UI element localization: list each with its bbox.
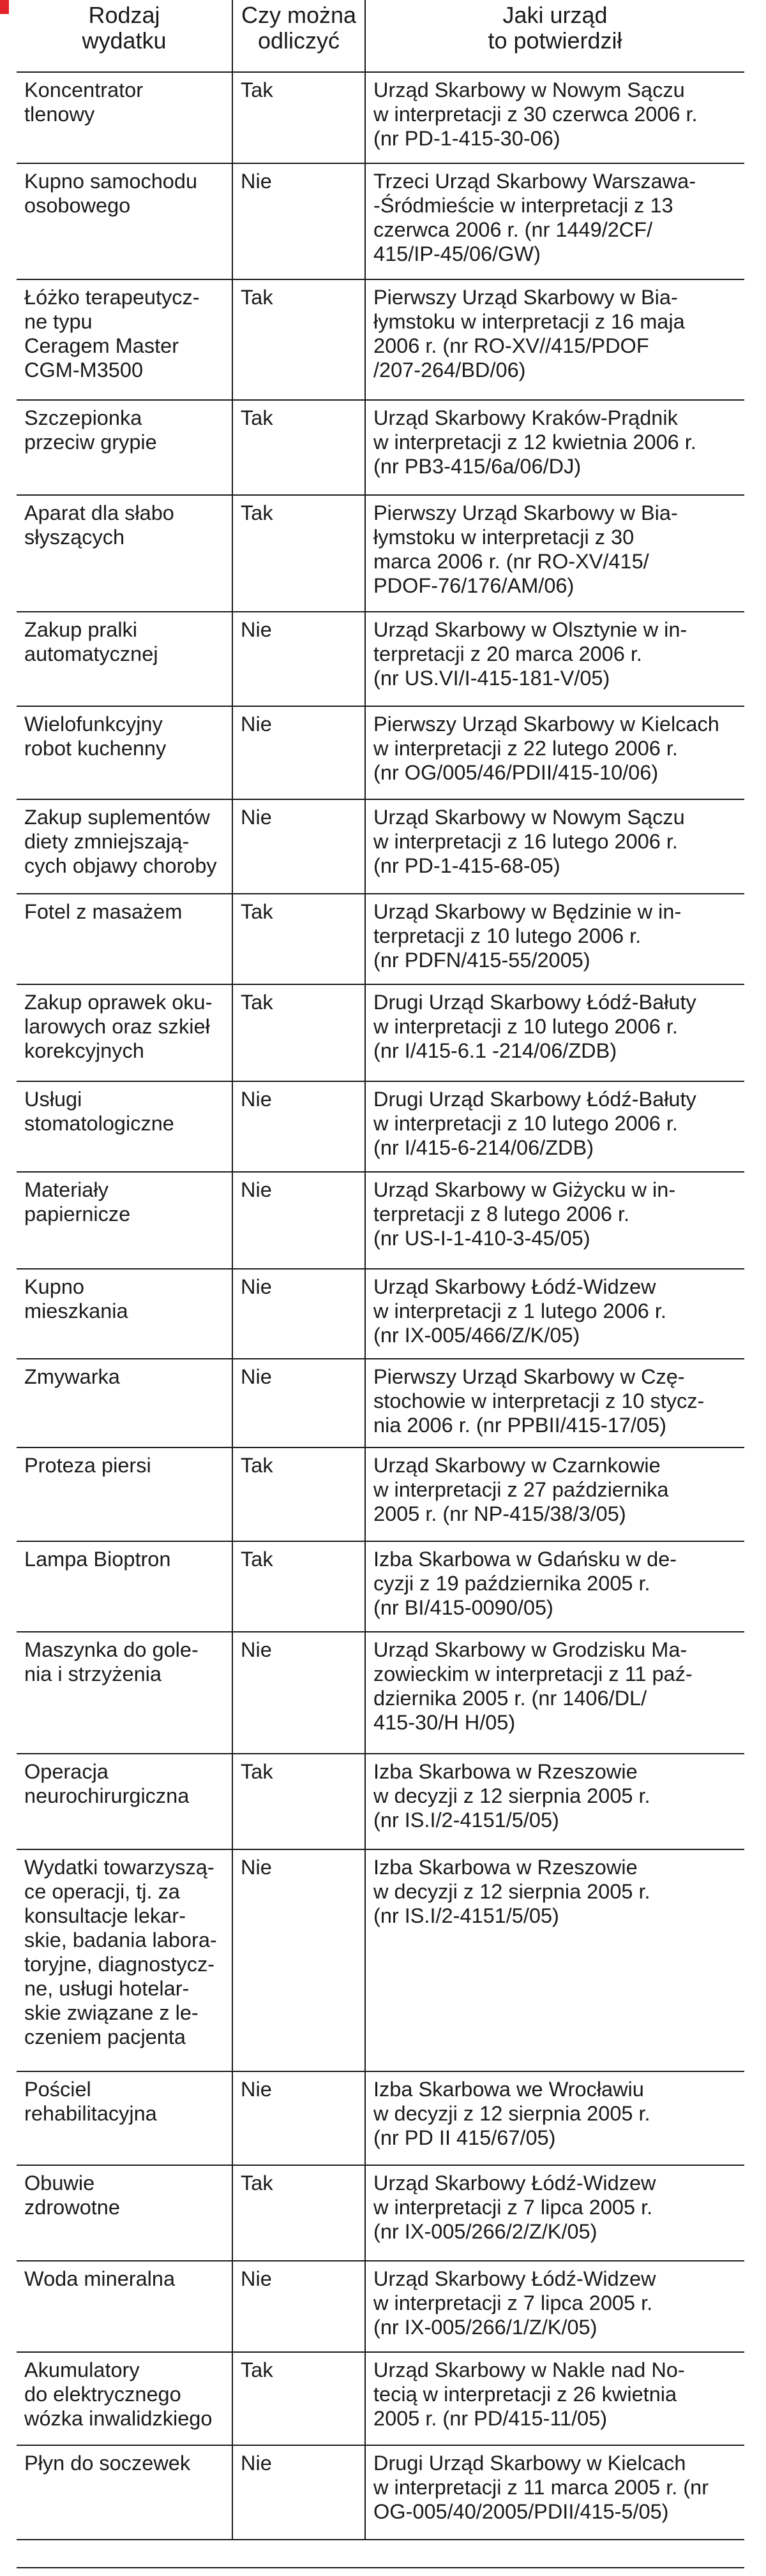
expense-type-line: toryjne, diagnostycz- [24,1953,215,1976]
expense-type-line: Zakup suplementów [24,806,210,829]
office-line: Izba Skarbowa w Gdańsku w de- [373,1548,677,1571]
table-row [17,400,744,495]
office-line: Urząd Skarbowy w Będzinie w in- [373,900,682,923]
deductible-cell: Nie [232,1081,365,1172]
expense-type-line: Woda mineralna [24,2267,176,2290]
office-line: 415-30/H H/05) [373,1711,516,1734]
office-line: w interpretacji z 1 lutego 2006 r. [373,1299,666,1322]
expense-type-cell [17,1269,232,1359]
office-line: Urząd Skarbowy w Giżycku w in- [373,1178,676,1201]
deductible-cell: Nie [232,2071,365,2165]
expense-type-line: Koncentrator [24,78,144,101]
expense-type-line: Kupno [24,1275,84,1298]
deductible-cell: Tak [232,2352,365,2445]
expense-type-line: nia i strzyżenia [24,1662,161,1685]
deductible-cell: Nie [232,163,365,279]
expense-type-line: Łóżko terapeutycz- [24,286,200,309]
office-line: w interpretacji z 10 lutego 2006 r. [373,1112,678,1135]
deductible-cell: Tak [232,279,365,400]
expense-type-cell [17,279,232,400]
office-line: Urząd Skarbowy Łódź-Widzew [373,1275,656,1298]
expense-type-line: ce operacji, tj. za [24,1880,180,1903]
table-row [17,2071,744,2165]
office-line: PDOF-76/176/AM/06) [373,574,574,597]
table-row [17,1447,744,1541]
table-row [17,1849,744,2071]
table-header [17,0,744,72]
expense-type-cell [17,1081,232,1172]
office-line: (nr IS.I/2-4151/5/05) [373,1904,559,1927]
office-line: Trzeci Urząd Skarbowy Warszawa- [373,170,696,193]
table-row [17,894,744,984]
office-line: 2005 r. (nr PD/415-11/05) [373,2407,608,2430]
expense-type-cell [17,2445,232,2540]
office-line: (nr BI/415-0090/05) [373,1596,553,1619]
expense-type-line: Materiały [24,1178,109,1201]
expense-type-line: ne, usługi hotelar- [24,1977,190,2000]
office-line: w interpretacji z 7 lipca 2005 r. [373,2291,653,2314]
table-row [17,1172,744,1269]
office-line: Pierwszy Urząd Skarbowy w Czę- [373,1365,685,1388]
expense-type-line: Ceragem Master [24,334,179,357]
office-line: w decyzji z 12 sierpnia 2005 r. [373,2102,650,2125]
office-cell [365,984,744,1081]
table-row [17,2352,744,2445]
expense-type-line: skie związane z le- [24,2001,199,2024]
expense-type-cell [17,1632,232,1754]
office-line: (nr IS.I/2-4151/5/05) [373,1809,559,1832]
expense-type-line: Lampa Bioptron [24,1548,171,1571]
deductible-cell: Nie [232,612,365,706]
expense-type-line: CGM-M3500 [24,359,144,381]
office-cell [365,2445,744,2540]
table-row [17,2261,744,2352]
expense-type-line: Zmywarka [24,1365,120,1388]
header-line: Rodzaj [88,2,160,28]
deductible-cell: Tak [232,1754,365,1849]
office-line: Izba Skarbowa we Wrocławiu [373,2078,644,2101]
office-line: w interpretacji z 10 lutego 2006 r. [373,1015,678,1038]
office-line: (nr PB3-415/6a/06/DJ) [373,455,582,478]
table-row [17,1081,744,1172]
table-row [17,799,744,894]
expense-type-cell [17,495,232,612]
office-cell [365,1081,744,1172]
expense-type-cell [17,1359,232,1447]
office-line: nia 2006 r. (nr PPBII/415-17/05) [373,1414,666,1437]
office-cell [365,799,744,894]
table-row [17,1269,744,1359]
deductible-cell: Tak [232,1541,365,1632]
deductible-cell: Nie [232,799,365,894]
office-line: /207-264/BD/06) [373,359,526,381]
office-line: 2006 r. (nr RO-XV//415/PDOF [373,334,649,357]
table-row [17,72,744,163]
bottom-rule [17,2567,744,2568]
expense-type-line: Proteza piersi [24,1454,151,1477]
deductible-cell: Nie [232,2261,365,2352]
office-line: (nr I/415-6-214/06/ZDB) [373,1136,594,1159]
office-line: Urząd Skarbowy w Grodzisku Ma- [373,1638,687,1661]
office-line: w interpretacji z 11 marca 2005 r. (nr [373,2476,709,2499]
office-line: czerwca 2006 r. (nr 1449/2CF/ [373,218,653,241]
expense-type-cell [17,2071,232,2165]
office-line: 415/IP-45/06/GW) [373,242,541,265]
expense-type-line: diety zmniejszają- [24,830,190,853]
deductible-cell: Nie [232,1849,365,2071]
table-row [17,1541,744,1632]
expense-type-line: Maszynka do gole- [24,1638,199,1661]
office-cell [365,1541,744,1632]
expense-type-cell [17,799,232,894]
office-cell [365,894,744,984]
expense-type-line: papiernicze [24,1203,131,1225]
office-line: (nr PDFN/415-55/2005) [373,949,590,972]
office-line: Drugi Urząd Skarbowy Łódź-Bałuty [373,1088,696,1111]
table-row [17,984,744,1081]
deductible-cell: Tak [232,894,365,984]
office-line: 2005 r. (nr NP-415/38/3/05) [373,1502,626,1525]
deductible-cell: Nie [232,1632,365,1754]
office-line: (nr OG/005/46/PDII/415-10/06) [373,761,659,784]
expense-type-line: cych objawy choroby [24,854,217,877]
expense-type-line: stomatologiczne [24,1112,174,1135]
expense-type-cell [17,1172,232,1269]
expense-type-line: wózka inwalidzkiego [24,2407,213,2430]
office-line: w decyzji z 12 sierpnia 2005 r. [373,1784,650,1807]
office-line: Pierwszy Urząd Skarbowy w Bia- [373,501,678,524]
office-line: Urząd Skarbowy w Nowym Sączu [373,78,685,101]
expense-type-line: ne typu [24,310,93,333]
table-row [17,706,744,799]
office-line: stochowie w interpretacji z 10 stycz- [373,1389,705,1412]
office-line: Pierwszy Urząd Skarbowy w Bia- [373,286,678,309]
office-line: Urząd Skarbowy Łódź-Widzew [373,2267,656,2290]
office-line: terpretacji z 10 lutego 2006 r. [373,924,642,947]
table-row [17,279,744,400]
expense-type-line: tlenowy [24,103,95,126]
expense-type-cell [17,612,232,706]
office-line: Urząd Skarbowy w Nowym Sączu [373,806,685,829]
expense-type-cell [17,706,232,799]
expense-type-line: przeciw grypie [24,431,157,454]
expense-type-line: neurochirurgiczna [24,1784,190,1807]
office-line: zowieckim w interpretacji z 11 paź- [373,1662,693,1685]
office-line: łymstoku w interpretacji z 30 [373,526,635,549]
deductible-cell: Tak [232,400,365,495]
deductible-cell: Tak [232,495,365,612]
office-line: Urząd Skarbowy Łódź-Widzew [373,2172,656,2195]
expense-type-line: konsultacje lekar- [24,1904,186,1927]
office-line: dziernika 2005 r. (nr 1406/DL/ [373,1687,647,1710]
table-row [17,1754,744,1849]
office-line: (nr IX-005/466/Z/K/05) [373,1324,580,1347]
office-line: Izba Skarbowa w Rzeszowie [373,1760,638,1783]
office-cell [365,2261,744,2352]
expense-type-line: robot kuchenny [24,737,167,760]
red-corner-mark [0,0,9,14]
deductible-cell: Tak [232,2165,365,2261]
office-cell [365,1172,744,1269]
office-line: cyzji z 19 października 2005 r. [373,1572,650,1595]
expense-type-line: słyszących [24,526,125,549]
deductible-cell: Nie [232,1359,365,1447]
expense-type-cell [17,1447,232,1541]
expense-type-cell [17,2352,232,2445]
expense-type-line: rehabilitacyjna [24,2102,157,2125]
office-cell [365,400,744,495]
office-line: Urząd Skarbowy w Czarnkowie [373,1454,661,1477]
expense-type-line: Wielofunkcyjny [24,713,163,736]
expense-type-line: Akumulatory [24,2358,140,2381]
expense-type-cell [17,984,232,1081]
office-line: (nr PD-1-415-30-06) [373,127,560,150]
deductible-cell: Tak [232,1447,365,1541]
office-line: (nr IX-005/266/2/Z/K/05) [373,2220,597,2243]
table-row [17,2445,744,2540]
expense-type-line: Płyn do soczewek [24,2452,191,2475]
office-cell [365,279,744,400]
office-cell [365,1632,744,1754]
header-expense-type [17,0,232,72]
deductible-cell: Nie [232,1269,365,1359]
expense-type-line: korekcyjnych [24,1039,144,1062]
office-line: łymstoku w interpretacji z 16 maja [373,310,685,333]
expense-type-cell [17,2165,232,2261]
office-cell [365,2352,744,2445]
table-row [17,612,744,706]
office-line: OG-005/40/2005/PDII/415-5/05) [373,2500,669,2523]
expense-type-line: Pościel [24,2078,91,2101]
header-line: to potwierdził [488,27,622,54]
expense-type-cell [17,2261,232,2352]
expense-type-line: Kupno samochodu [24,170,198,193]
office-line: Pierwszy Urząd Skarbowy w Kielcach [373,713,719,736]
expense-type-line: Usługi [24,1088,82,1111]
header-deductible [232,0,365,72]
office-cell [365,2165,744,2261]
expense-type-line: Operacja [24,1760,109,1783]
expense-type-line: czeniem pacjenta [24,2025,186,2048]
expense-type-line: Fotel z masażem [24,900,183,923]
office-line: (nr IX-005/266/1/Z/K/05) [373,2316,597,2339]
office-line: (nr PD II 415/67/05) [373,2126,556,2149]
expense-type-line: skie, badania labora- [24,1928,217,1951]
office-cell [365,612,744,706]
office-line: w interpretacji z 30 czerwca 2006 r. [373,103,698,126]
deductible-cell: Tak [232,984,365,1081]
office-cell [365,2071,744,2165]
office-line: Izba Skarbowa w Rzeszowie [373,1856,638,1879]
header-office [365,0,744,72]
expense-type-cell [17,163,232,279]
office-line: Urząd Skarbowy w Nakle nad No- [373,2358,685,2381]
header-line: Czy można [241,2,357,28]
deductible-cell: Nie [232,1172,365,1269]
office-line: w interpretacji z 22 lutego 2006 r. [373,737,678,760]
deductible-expenses-table [17,0,744,2540]
office-line: marca 2006 r. (nr RO-XV/415/ [373,550,649,573]
deductible-cell: Nie [232,2445,365,2540]
header-line: wydatku [82,27,167,54]
table-row [17,1359,744,1447]
office-line: (nr PD-1-415-68-05) [373,854,560,877]
office-line: terpretacji z 8 lutego 2006 r. [373,1203,630,1225]
expense-type-line: Zakup pralki [24,618,138,641]
office-line: w interpretacji z 12 kwietnia 2006 r. [373,431,696,454]
expense-type-line: zdrowotne [24,2196,120,2219]
expense-type-line: Obuwie [24,2172,95,2195]
expense-type-cell [17,1541,232,1632]
expense-type-line: automatycznej [24,642,158,665]
header-line: odliczyć [257,27,340,54]
expense-type-line: Zakup oprawek oku- [24,991,213,1014]
expense-type-cell [17,400,232,495]
expense-type-line: Szczepionka [24,406,142,429]
office-cell [365,1849,744,2071]
expense-type-cell [17,1754,232,1849]
expense-type-line: Wydatki towarzyszą- [24,1856,214,1879]
office-cell [365,1359,744,1447]
table-row [17,2165,744,2261]
office-line: Drugi Urząd Skarbowy w Kielcach [373,2452,686,2475]
expense-type-line: mieszkania [24,1299,128,1322]
office-cell [365,1269,744,1359]
office-line: Urząd Skarbowy w Olsztynie w in- [373,618,687,641]
office-line: w decyzji z 12 sierpnia 2005 r. [373,1880,650,1903]
office-line: w interpretacji z 7 lipca 2005 r. [373,2196,653,2219]
expense-type-cell [17,894,232,984]
deductible-cell: Tak [232,72,365,163]
table-row [17,495,744,612]
expense-type-line: do elektrycznego [24,2383,181,2406]
office-line: tecią w interpretacji z 26 kwietnia [373,2383,677,2406]
expense-type-line: osobowego [24,194,131,217]
office-cell [365,163,744,279]
office-line: terpretacji z 20 marca 2006 r. [373,642,642,665]
office-line: (nr US.VI/I-415-181-V/05) [373,667,610,690]
expense-type-line: Aparat dla słabo [24,501,174,524]
table-body [17,72,744,2540]
office-cell [365,72,744,163]
office-cell [365,1447,744,1541]
table-row [17,163,744,279]
office-line: w interpretacji z 27 października [373,1478,669,1501]
expense-type-line: larowych oraz szkieł [24,1015,210,1038]
office-line: w interpretacji z 16 lutego 2006 r. [373,830,678,853]
office-line: -Śródmieście w interpretacji z 13 [373,194,673,217]
expense-type-cell [17,1849,232,2071]
office-cell [365,495,744,612]
office-line: Urząd Skarbowy Kraków-Prądnik [373,406,678,429]
deductible-cell: Nie [232,706,365,799]
office-cell [365,706,744,799]
office-line: (nr US-I-1-410-3-45/05) [373,1227,590,1250]
office-line: (nr I/415-6.1 -214/06/ZDB) [373,1039,617,1062]
office-line: Drugi Urząd Skarbowy Łódź-Bałuty [373,991,696,1014]
table-row [17,1632,744,1754]
header-line: Jaki urząd [502,2,608,28]
expense-type-cell [17,72,232,163]
office-cell [365,1754,744,1849]
